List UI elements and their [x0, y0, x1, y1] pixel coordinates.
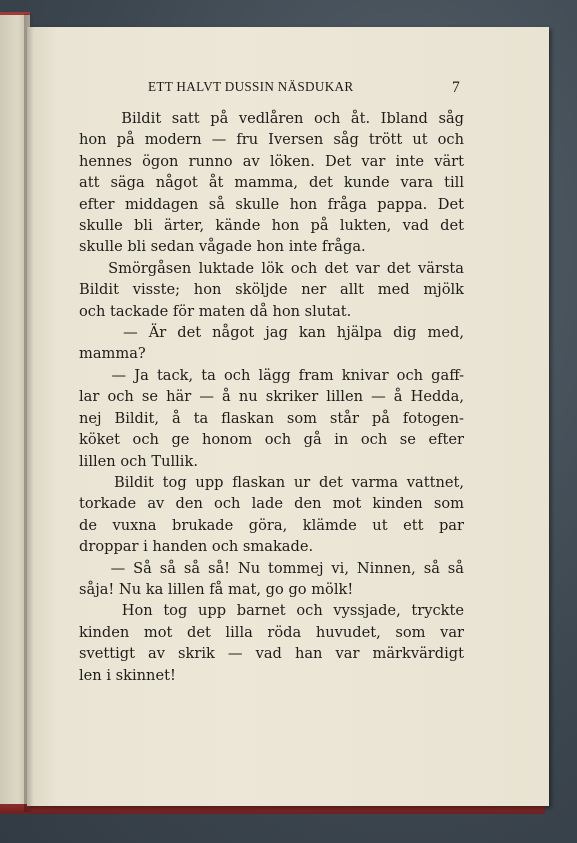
text-line: nej Bildit, å ta flaskan som står på fotogen- — [79, 409, 464, 427]
text-line: köket och ge honom och gå in och se efter — [79, 431, 464, 449]
page-number: 7 — [452, 79, 460, 96]
text-line: mamma? — [79, 345, 146, 363]
text-line: skulle bli ärter, kände hon på lukten, vad det — [79, 217, 464, 235]
text-line: Bildit satt på vedlåren och åt. Ibland såg — [79, 110, 464, 127]
text-line: len i skinnet! — [79, 666, 176, 684]
body-text — [79, 108, 464, 686]
spine-shadow — [24, 14, 34, 812]
text-line: Hon tog upp barnet och vyssjade, tryckte — [79, 602, 464, 620]
text-line: efter middagen så skulle hon fråga pappa. Det — [79, 195, 464, 213]
text-line: lar och se här — å nu skriker lillen — å Hedda, — [79, 388, 464, 406]
text-line: — Är det något jag kan hjälpa dig med, — [79, 324, 464, 342]
text-line: lillen och Tullik. — [79, 452, 198, 470]
text-line: kinden mot det lilla röda huvudet, som var — [79, 623, 464, 641]
text-line: torkade av den och lade den mot kinden som — [79, 495, 464, 513]
text-line: — Så så så så! Nu tommej vi, Ninnen, så så — [79, 559, 464, 577]
text-line: och tackade för maten då hon slutat. — [79, 302, 352, 320]
text-line: skulle bli sedan vågade hon inte fråga. — [79, 238, 366, 256]
text-line: Bildit tog upp flaskan ur det varma vattnet, — [79, 473, 464, 491]
text-line: droppar i handen och smakade. — [79, 538, 314, 556]
text-line: hennes ögon runno av löken. Det var inte värt — [79, 152, 464, 170]
text-line: Bildit visste; hon sköljde ner allt med mjölk — [79, 281, 464, 299]
text-line: såja! Nu ka lillen få mat, go go mölk! — [79, 580, 354, 598]
text-line: att säga något åt mamma, det kunde vara till — [79, 174, 464, 192]
text-line: hon på modern — fru Iversen såg trött ut och — [79, 131, 464, 149]
running-header: ETT HALVT DUSSIN NÄSDUKAR — [148, 79, 354, 94]
text-line: svettigt av skrik — vad han var märkvärdigt — [79, 645, 464, 663]
text-line: Smörgåsen luktade lök och det var det värsta — [79, 259, 464, 277]
text-line: de vuxna brukade göra, klämde ut ett par — [79, 516, 464, 534]
text-line: — Ja tack, ta och lägg fram knivar och gaff- — [79, 366, 464, 384]
